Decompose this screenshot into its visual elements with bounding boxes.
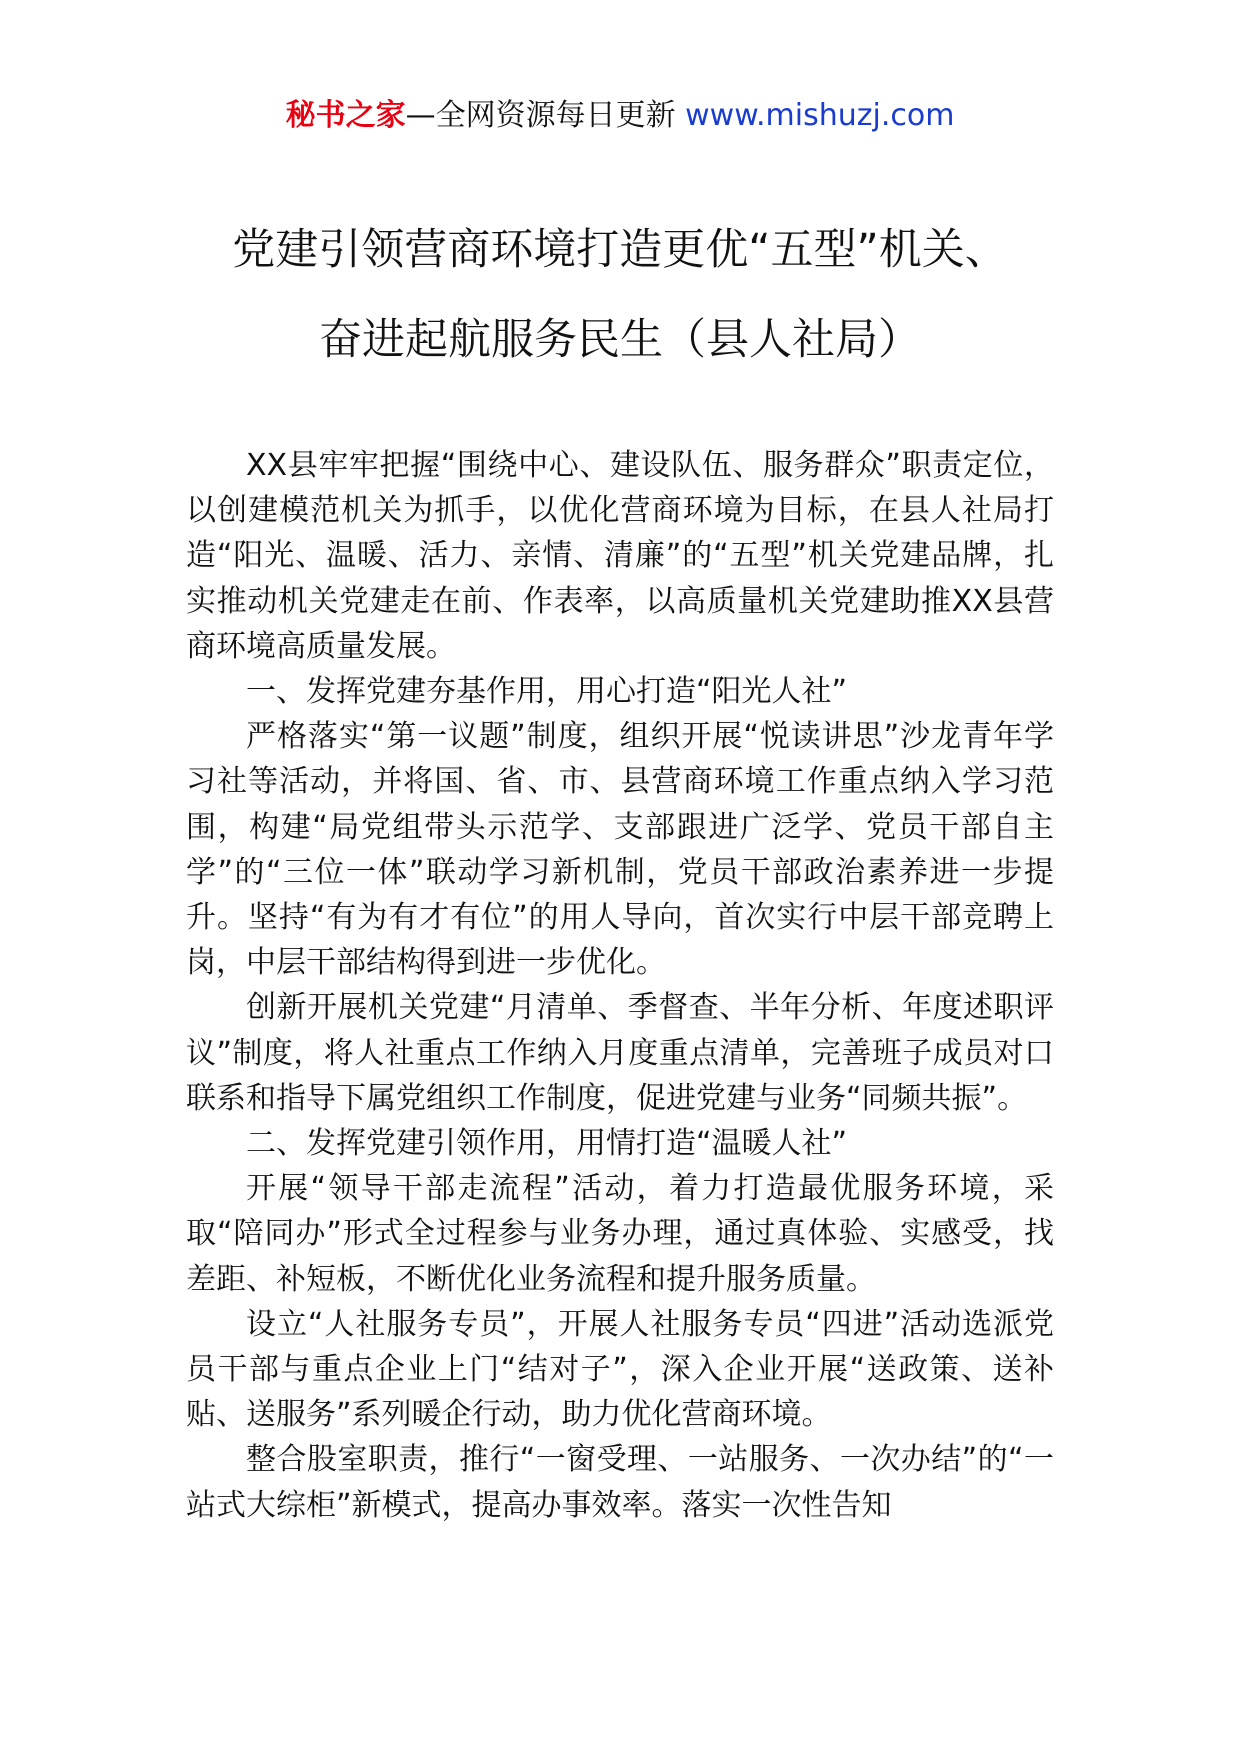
paragraph: 开展“领导干部走流程”活动，着力打造最优服务环境，采取“陪同办”形式全过程参与业务办理，通过真体验、实感受，找差距、补短板，不断优化业务流程和提升服务质量。 — [186, 1171, 1054, 1297]
site-slogan: —全网资源每日更新 — [405, 98, 686, 133]
paragraph-intro: XX县牢牢把握“围绕中心、建设队伍、服务群众”职责定位，以创建模范机关为抓手，以优化营商环境为目标，在县人社局打造“阳光、温暖、活力、亲情、清廉”的“五型”机关党建品牌，扎实推动机关党建走在前、作表率，以高质量机关党建助推XX县营商环境高质量发展。 — [186, 448, 1054, 664]
paragraph: 严格落实“第一议题”制度，组织开展“悦读讲思”沙龙青年学习社等活动，并将国、省、市、县营商环境工作重点纳入学习范围，构建“局党组带头示范学、支部跟进广泛学、党员干部自主学”的“三位一体”联动学习新机制，党员干部政治素养进一步提升。坚持“有为有才有位”的用人导向，首次实行中层干部竞聘上岗，中层干部结构得到进一步优化。 — [186, 719, 1054, 981]
section-heading-2: 二、发挥党建引领作用，用情打造“温暖人社” — [246, 1126, 848, 1162]
paragraph: 设立“人社服务专员”，开展人社服务专员“四进”活动选派党员干部与重点企业上门“结对子”，深入企业开展“送政策、送补贴、送服务”系列暖企行动，助力优化营商环境。 — [186, 1306, 1054, 1433]
document-title — [150, 205, 1090, 385]
paragraph: 整合股室职责，推行“一窗受理、一站服务、一次办结”的“一站式大综柜”新模式，提高办事效率。落实一次性告知 — [186, 1442, 1054, 1523]
site-url-link[interactable]: www.mishuzj.com — [685, 98, 955, 133]
section-heading-1: 一、发挥党建夯基作用，用心打造“阳光人社” — [246, 674, 848, 710]
document-body — [186, 443, 1054, 1528]
site-name: 秘书之家 — [285, 98, 406, 133]
site-header — [0, 98, 1240, 134]
paragraph: 创新开展机关党建“月清单、季督查、半年分析、年度述职评议”制度，将人社重点工作纳入月度重点清单，完善班子成员对口联系和指导下属党组织工作制度，促进党建与业务“同频共振”。 — [186, 990, 1054, 1116]
title-line-2: 奋进起航服务民生（县人社局） — [319, 315, 921, 365]
title-line-1: 党建引领营商环境打造更优“五型”机关、 — [232, 225, 1008, 275]
